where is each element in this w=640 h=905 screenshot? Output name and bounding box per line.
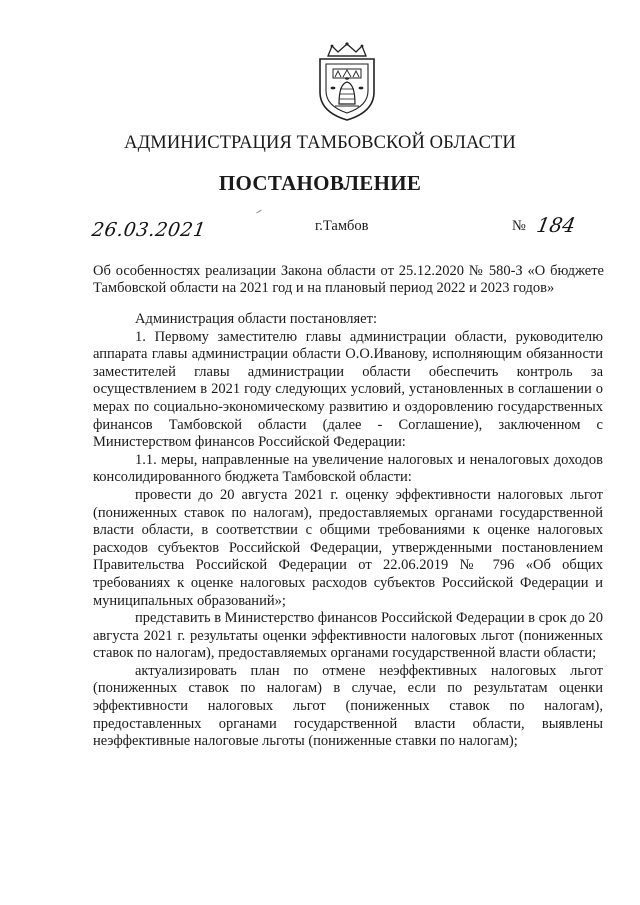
- body-paragraph: актуализировать план по отмене неэффективных налоговых льгот (пониженных ставок по налогам) в случае, если по результатам оценки эффективности налоговых льгот (пониженных ставок по налогам), предоставленных органами государственной власти области, выявлены неэффективные налоговые льготы (пониженные ставки по налогам);: [93, 662, 603, 750]
- document-date: 26.03.2021: [90, 219, 208, 241]
- body-paragraph: провести до 20 августа 2021 г. оценку эффективности налоговых льгот (пониженных ставок по налогам), предоставляемых органами государственной власти области, в соответствии с общими требованиями к оценке налоговых расходов субъектов Российской Федерации, утвержденными постановлением Правительства Российской Федерации от 22.06.2019 № 796 «Об общих требованиях к оценке налоговых расходов субъектов Российской Федерации и муниципальных образований»;: [93, 486, 603, 609]
- organization-name: АДМИНИСТРАЦИЯ ТАМБОВСКОЙ ОБЛАСТИ: [124, 133, 516, 153]
- body-paragraph: Администрация области постановляет:: [135, 311, 377, 327]
- document-number-label: №: [512, 218, 526, 234]
- body-paragraph: 1. Первому заместителю главы администрации области, руководителю аппарата главы администрации области О.О.Иванову, исполняющим обязанности заместителей главы администрации области обеспечить контроль за осуществлением в 2021 году следующих условий, установленных в соглашении о мерах по социально-экономическому развитию и оздоровлению государственных финансов Тамбовской области (далее - Соглашение), заключенном с Министерством финансов Российской Федерации:: [93, 328, 603, 451]
- body-paragraph: представить в Министерство финансов Российской Федерации в срок до 20 августа 2021 г. результаты оценки эффективности налоговых льгот (пониженных ставок по налогам), предоставляемых органами государственной власти области;: [93, 610, 603, 662]
- document-type: ПОСТАНОВЛЕНИЕ: [218, 171, 422, 195]
- document-body: [93, 311, 603, 751]
- tambov-coat-of-arms-icon: [314, 42, 380, 122]
- document-subject: Об особенностях реализации Закона области от 25.12.2020 № 580-З «О бюджете Тамбовской области на 2021 год и на плановый период 2022 и 2023 годов»: [93, 263, 604, 296]
- stray-mark: [256, 210, 262, 214]
- document-city: г.Тамбов: [315, 218, 369, 234]
- body-paragraph: 1.1. меры, направленные на увеличение налоговых и неналоговых доходов консолидированного бюджета Тамбовской области:: [93, 451, 603, 486]
- document-number: 184: [534, 213, 578, 237]
